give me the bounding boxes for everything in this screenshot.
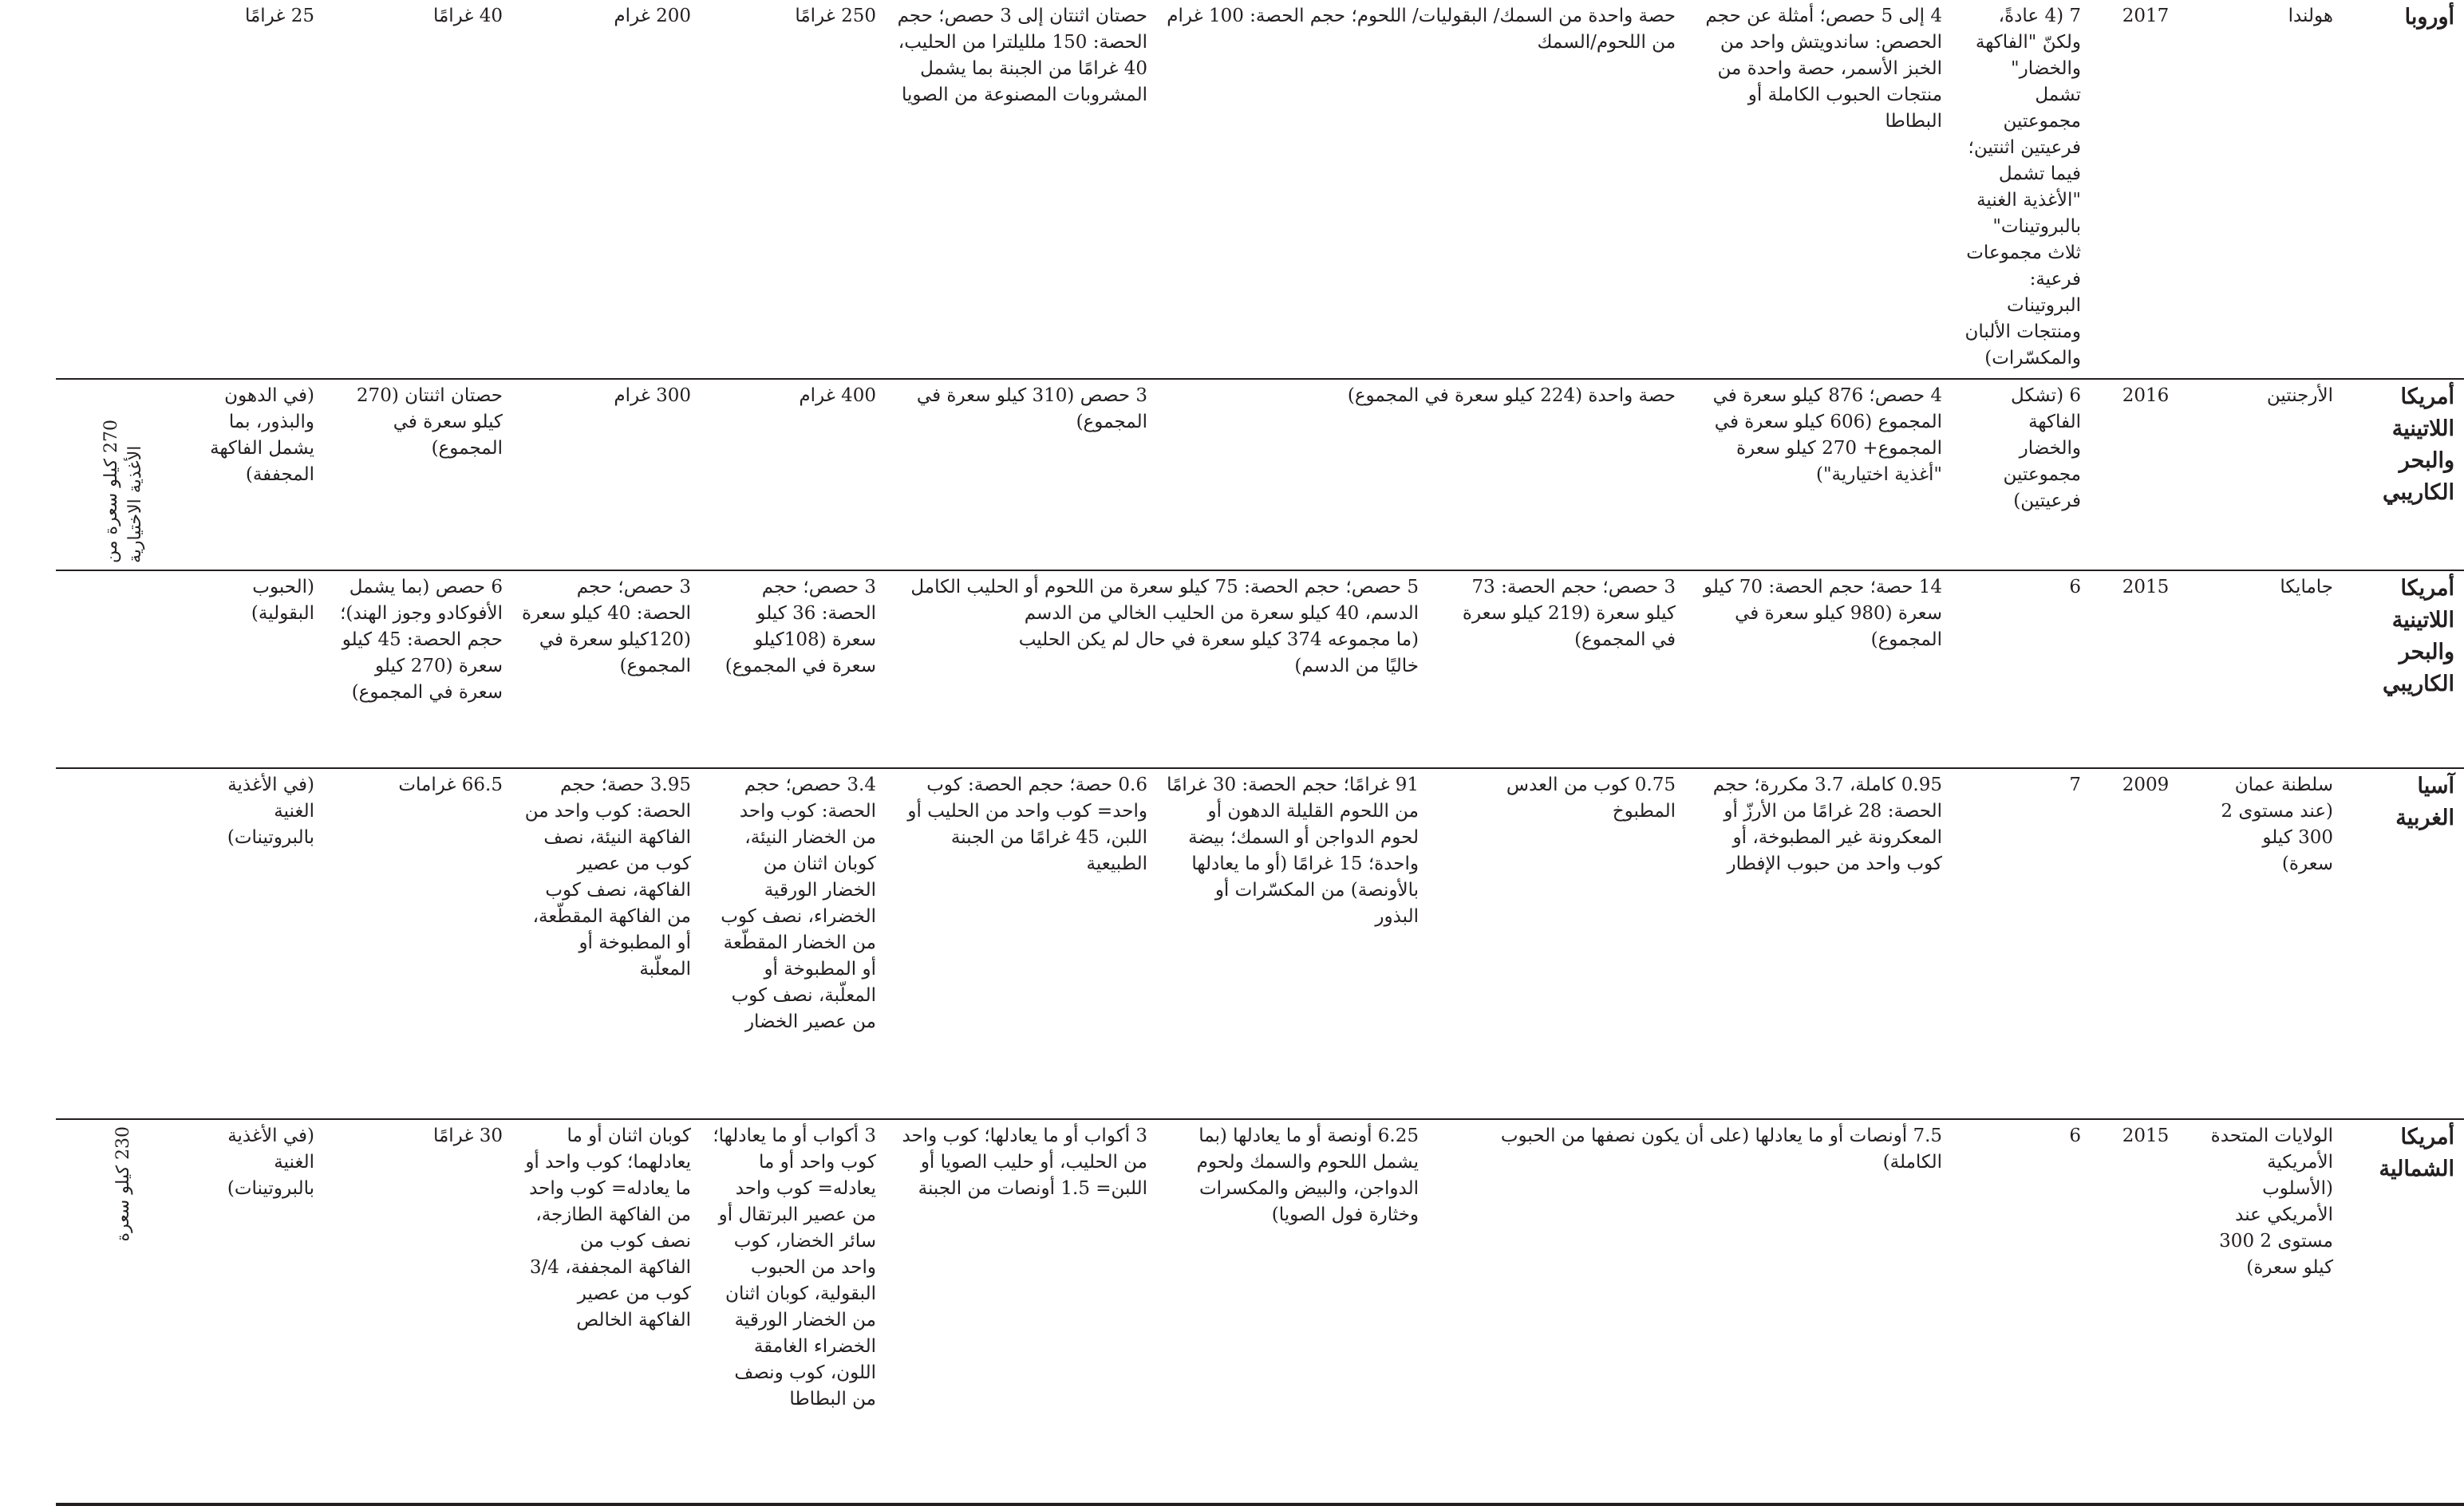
fruits-cell: 3 حصص؛ حجم الحصة: 40 كيلو سعرة (120كيلو سعرة في المجموع)	[512, 570, 701, 768]
vegetables-cell: 250 غرامًا	[701, 0, 886, 379]
protein-foods-cell: حصة واحدة من السمك/ البقوليات/ اللحوم؛ حجم الحصة: 100 غرام من اللحوم/السمك	[1157, 0, 1685, 379]
region-cell: أمريكا اللاتينية والبحر الكاريبي	[2343, 379, 2464, 570]
table-row-jamaica	[0, 570, 2464, 768]
fats-cell: 66.5 غرامات	[324, 768, 512, 1119]
vegetables-cell: 400 غرام	[701, 379, 886, 570]
fats-cell: 40 غرامًا	[324, 0, 512, 379]
nuts-cell: (في الأغذية الغنية بالبروتينات)	[192, 768, 324, 1119]
meat-dairy-cell	[886, 570, 1428, 768]
country-cell: سلطنة عمان (عند مستوى 2 300 كيلو سعرة)	[2201, 768, 2343, 1119]
side-note-cell	[56, 1119, 192, 1504]
fruits-cell: 300 غرام	[512, 379, 701, 570]
side-note-text: 230 كيلو سعرة	[113, 1126, 133, 1242]
protein-foods-cell: حصة واحدة (224 كيلو سعرة في المجموع)	[1157, 379, 1685, 570]
fruits-cell: 3.95 حصة؛ حجم الحصة: كوب واحد من الفاكهة النيئة، نصف كوب من عصير الفاكهة، نصف كوب من الفاكهة المقطّعة، أو المطبوخة أو المعلّبة	[512, 768, 701, 1119]
legumes-cell: 0.75 كوب من العدس المطبوخ	[1428, 768, 1685, 1119]
country-cell: الولايات المتحدة الأمريكية (الأسلوب الأمريكي عند مستوى 2 300 كيلو سعرة)	[2201, 1119, 2343, 1504]
fats-cell: 6 حصص (بما يشمل الأفوكادو وجوز الهند)؛ حجم الحصة: 45 كيلو سعرة (270 كيلو سعرة في المجموع)	[324, 570, 512, 768]
year-cell: 2016	[2091, 379, 2201, 570]
meat-dairy-text: 5 حصص؛ حجم الحصة: 75 كيلو سعرة من اللحوم أو الحليب الكامل الدسم، 40 كيلو سعرة من الحليب الخالي من الدسم	[910, 577, 1420, 624]
region-cell: آسيا الغربية	[2343, 768, 2464, 1119]
vegetables-cell: 3 أكواب أو ما يعادلها؛ كوب واحد أو ما يعادله= كوب واحد من عصير البرتقال أو سائر الخضار، كوب واحد من الحبوب البقولية، كوبان اثنان من الخضار الورقية الخضراء الغامقة اللون، كوب ونصف من البطاطا	[701, 1119, 886, 1504]
starches-cell: 4 حصص؛ 876 كيلو سعرة في المجموع (606 كيلو سعرة في المجموع+ 270 كيلو سعرة "أغذية اختيارية")	[1685, 379, 1952, 570]
food-groups-cell: 7 (4 عادةً، ولكنّ "الفاكهة والخضار" تشمل مجموعتين فرعيتين اثنتين؛ فيما تشمل "الأغذية الغنية بالبروتينات" ثلاث مجموعات فرعية: البروتينات ومنتجات الألبان والمكسّرات)	[1952, 0, 2091, 379]
fats-cell: 30 غرامًا	[324, 1119, 512, 1504]
starches-cell: 4 إلى 5 حصص؛ أمثلة عن حجم الحصص: ساندويتش واحد من الخبز الأسمر، حصة واحدة من منتجات الحبوب الكاملة أو البطاطا	[1685, 0, 1952, 379]
legumes-cell: 3 حصص؛ حجم الحصة: 73 كيلو سعرة (219 كيلو سعرة في المجموع)	[1428, 570, 1685, 768]
vegetables-cell: 3 حصص؛ حجم الحصة: 36 كيلو سعرة (108كيلو سعرة في المجموع)	[701, 570, 886, 768]
dairy-cell: 0.6 حصة؛ حجم الحصة: كوب واحد= كوب واحد من الحليب أو اللبن، 45 غرامًا من الجبنة الطبيعية	[886, 768, 1157, 1119]
region-cell: أمريكا الشمالية	[2343, 1119, 2464, 1504]
side-note-cell	[56, 0, 192, 379]
year-cell: 2017	[2091, 0, 2201, 379]
fruits-cell: كوبان اثنان أو ما يعادلهما؛ كوب واحد أو ما يعادله= كوب واحد من الفاكهة الطازجة، نصف كوب من الفاكهة المجففة، 3/4 كوب من عصير الفاكهة الخالص	[512, 1119, 701, 1504]
table-row-oman	[0, 768, 2464, 1119]
table-row-argentina	[0, 379, 2464, 570]
starches-cell: 0.95 كاملة، 3.7 مكررة؛ حجم الحصة: 28 غرامًا من الأرزّ أو المعكرونة غير المطبوخة، أو كوب واحد من حبوب الإفطار	[1685, 768, 1952, 1119]
nuts-cell: (في الأغذية الغنية بالبروتينات)	[192, 1119, 324, 1504]
food-groups-cell: 7	[1952, 768, 2091, 1119]
year-cell: 2009	[2091, 768, 2201, 1119]
dairy-cell: 3 أكواب أو ما يعادلها؛ كوب واحد من الحليب، أو حليب الصويا أو اللبن= 1.5 أونصات من الجبنة	[886, 1119, 1157, 1504]
food-groups-cell: 6	[1952, 570, 2091, 768]
region-cell: أمريكا اللاتينية والبحر الكاريبي	[2343, 570, 2464, 768]
side-note-cell	[56, 768, 192, 1119]
year-cell: 2015	[2091, 1119, 2201, 1504]
food-groups-cell: 6	[1952, 1119, 2091, 1504]
starches-cell: 14 حصة؛ حجم الحصة: 70 كيلو سعرة (980 كيلو سعرة في المجموع)	[1685, 570, 1952, 768]
food-groups-cell: 6 (تشكل الفاكهة والخضار مجموعتين فرعيتين)	[1952, 379, 2091, 570]
nuts-cell: (الحبوب البقولية)	[192, 570, 324, 768]
nuts-cell: 25 غرامًا	[192, 0, 324, 379]
fats-cell: حصتان اثنتان (270 كيلو سعرة في المجموع)	[324, 379, 512, 570]
region-cell: أوروبا	[2343, 0, 2464, 379]
country-cell: الأرجنتين	[2201, 379, 2343, 570]
protein-foods-cell: 6.25 أونصة أو ما يعادلها (بما يشمل اللحوم والسمك ولحوم الدواجن، والبيض والمكسرات وخثارة فول الصويا)	[1157, 1119, 1428, 1504]
grains-cell: 7.5 أونصات أو ما يعادلها (على أن يكون نصفها من الحبوب الكاملة)	[1428, 1119, 1952, 1504]
nuts-cell: (في الدهون والبذور، بما يشمل الفاكهة المجففة)	[192, 379, 324, 570]
dairy-cell: حصتان اثنتان إلى 3 حصص؛ حجم الحصة: 150 ملليلترا من الحليب، 40 غرامًا من الجبنة بما يشمل المشروبات المصنوعة من الصويا	[886, 0, 1157, 379]
protein-foods-cell: 91 غرامًا؛ حجم الحصة: 30 غرامًا من اللحوم القليلة الدهون أو لحوم الدواجن أو السمك؛ بيضة واحدة؛ 15 غرامًا (أو ما يعادلها بالأونصة) من المكسّرات أو البذور	[1157, 768, 1428, 1119]
country-cell: جامايكا	[2201, 570, 2343, 768]
table-row-netherlands	[0, 0, 2464, 379]
vegetables-cell: 3.4 حصص؛ حجم الحصة: كوب واحد من الخضار النيئة، كوبان اثنان من الخضار الورقية الخضراء، نصف كوب من الخضار المقطّعة أو المطبوخة أو المعلّبة، نصف كوب من عصير الخضار	[701, 768, 886, 1119]
side-note-text: 270 كيلو سعرة من الأغذية الاختيارية	[101, 420, 145, 563]
side-note-cell	[56, 570, 192, 768]
meat-dairy-note: (ما مجموعه 374 كيلو سعرة في حال لم يكن الحليب خاليًا من الدسم)	[1018, 629, 1420, 676]
dairy-cell: 3 حصص (310 كيلو سعرة في المجموع)	[886, 379, 1157, 570]
table-row-usa	[0, 1119, 2464, 1504]
year-cell: 2015	[2091, 570, 2201, 768]
fruits-cell: 200 غرام	[512, 0, 701, 379]
side-note-cell	[56, 379, 192, 570]
country-cell: هولندا	[2201, 0, 2343, 379]
